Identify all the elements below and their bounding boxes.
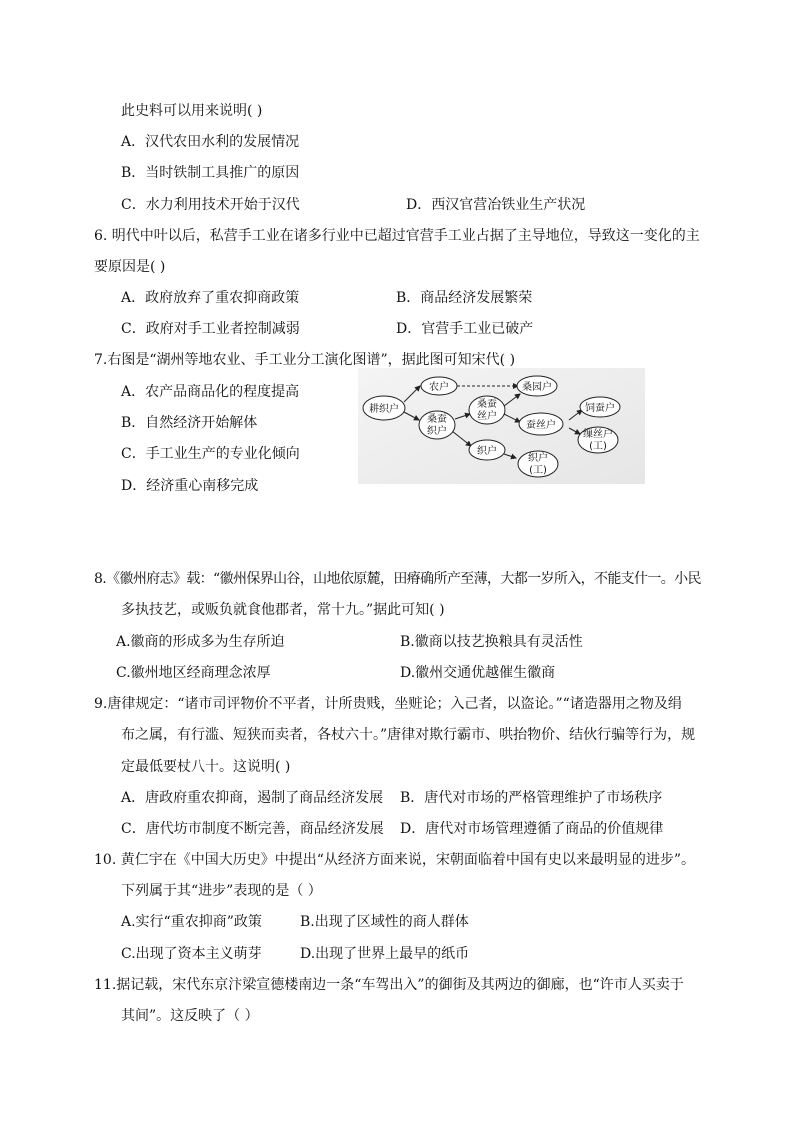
node-sijian-label: 饲蚕户 bbox=[585, 403, 615, 414]
q8-option-a: A.徽商的形成多为生存所迫 bbox=[116, 634, 285, 650]
q9-stem-line3: 定最低要杖八十。这说明( ) bbox=[121, 759, 291, 775]
q10-option-d: D.出现了世界上最早的纸币 bbox=[300, 946, 470, 962]
division-of-labor-diagram bbox=[358, 368, 645, 484]
q11-stem-line1: 11.据记载，宋代东京汴梁宣德楼南边一条“车驾出入”的御街及其两边的御廊，也“许市人买卖于 bbox=[94, 977, 684, 993]
q5-option-c: C．水力利用技术开始于汉代 bbox=[121, 197, 300, 213]
q6-option-b: B．商品经济发展繁荣 bbox=[396, 290, 533, 306]
q7-option-c: C．手工业生产的专业化倾向 bbox=[121, 446, 300, 462]
q5-stem: 此史料可以用来说明( ) bbox=[121, 103, 263, 119]
q9-option-b: B．唐代对市场的严格管理维护了市场秩序 bbox=[400, 790, 663, 806]
q5-option-d: D．西汉官营冶铁业生产状况 bbox=[406, 197, 586, 213]
node-zhi-gong-label-2: (工) bbox=[529, 465, 547, 476]
q8-option-d: D.徽州交通优越催生徽商 bbox=[400, 665, 556, 681]
q5-option-b: B．当时铁制工具推广的原因 bbox=[121, 165, 300, 181]
q7-option-b: B．自然经济开始解体 bbox=[121, 415, 258, 431]
q6-stem-line2: 要原因是( ) bbox=[94, 259, 166, 275]
q7-option-a: A．农产品商品化的程度提高 bbox=[121, 384, 300, 400]
q9-option-c: C．唐代坊市制度不断完善，商品经济发展 bbox=[121, 821, 384, 837]
q9-option-a: A．唐政府重农抑商，遏制了商品经济发展 bbox=[121, 790, 384, 806]
q8-stem-line2: 多执技艺，或贩负就食他郡者，常十九。”据此可知( ) bbox=[121, 602, 445, 618]
node-nong-label: 农户 bbox=[429, 382, 449, 393]
q10-option-c: C.出现了资本主义萌芽 bbox=[121, 946, 262, 962]
node-sangcan-zhi-label-2: 织户 bbox=[427, 426, 447, 437]
q9-stem-line1: 9.唐律规定：“诸市司评物价不平者，计所贵贱，坐赃论；入己者，以盗论。”“诸造器用之物及绢 bbox=[94, 696, 682, 712]
q5-option-a: A．汉代农田水利的发展情况 bbox=[121, 134, 300, 150]
q9-option-d: D．唐代对市场管理遵循了商品的价值规律 bbox=[400, 821, 664, 837]
q6-option-d: D．官营手工业已破产 bbox=[396, 321, 534, 337]
q10-stem-line2: 下列属于其“进步”表现的是（ ） bbox=[121, 883, 322, 899]
node-saosi-gong-label-2: (工) bbox=[589, 441, 607, 452]
q7-stem: 7.右图是“湖州等地农业、手工业分工演化图谱”，据此图可知宋代( ) bbox=[94, 352, 516, 368]
node-gengzhi-label: 耕织户 bbox=[369, 404, 399, 415]
q8-option-b: B.徽商以技艺换粮具有灵活性 bbox=[400, 634, 583, 650]
node-sangcan-si-label-2: 丝户 bbox=[477, 411, 497, 422]
q6-stem-line1: 6. 明代中叶以后，私营手工业在诸多行业中已超过官营手工业占据了主导地位，导致这一变化的主 bbox=[94, 228, 700, 244]
node-zhihu-label: 织户 bbox=[477, 446, 497, 457]
q8-stem-line1: 8.《徽州府志》载：“徽州保界山谷，山地依原麓，田瘠确所产至薄，大都一岁所入，不能支什一。小民 bbox=[94, 571, 701, 587]
node-cansi-label: 蚕丝户 bbox=[526, 420, 556, 431]
q10-option-a: A.实行“重农抑商”政策 bbox=[121, 914, 262, 930]
q7-option-d: D．经济重心南移完成 bbox=[121, 478, 259, 494]
node-sangcan-si-label-1: 桑蚕 bbox=[477, 399, 497, 410]
q10-stem-line1: 10. 黄仁宇在《中国大历史》中提出“从经济方面来说，宋朝面临着中国有史以来最明显的进步”。 bbox=[94, 852, 696, 868]
q10-option-b: B.出现了区域性的商人群体 bbox=[300, 914, 469, 930]
diagram-background bbox=[358, 368, 645, 484]
q11-stem-line2: 其间”。这反映了（ ） bbox=[121, 1008, 259, 1024]
node-saosi-gong-label-1: 缫丝户 bbox=[583, 429, 613, 440]
q8-option-c: C.徽州地区经商理念浓厚 bbox=[116, 665, 271, 681]
q6-option-a: A．政府放弃了重农抑商政策 bbox=[121, 290, 300, 306]
node-sangcan-zhi-label-1: 桑蚕 bbox=[427, 414, 447, 425]
node-sangyuan-label: 桑园户 bbox=[522, 382, 552, 393]
node-zhi-gong-label-1: 织户 bbox=[528, 453, 548, 464]
q6-option-c: C．政府对手工业者控制减弱 bbox=[121, 321, 300, 337]
q9-stem-line2: 布之属，有行滥、短狭而卖者，各杖六十。”唐律对欺行霸市、哄抬物价、结伙行骗等行为，规 bbox=[121, 727, 696, 743]
